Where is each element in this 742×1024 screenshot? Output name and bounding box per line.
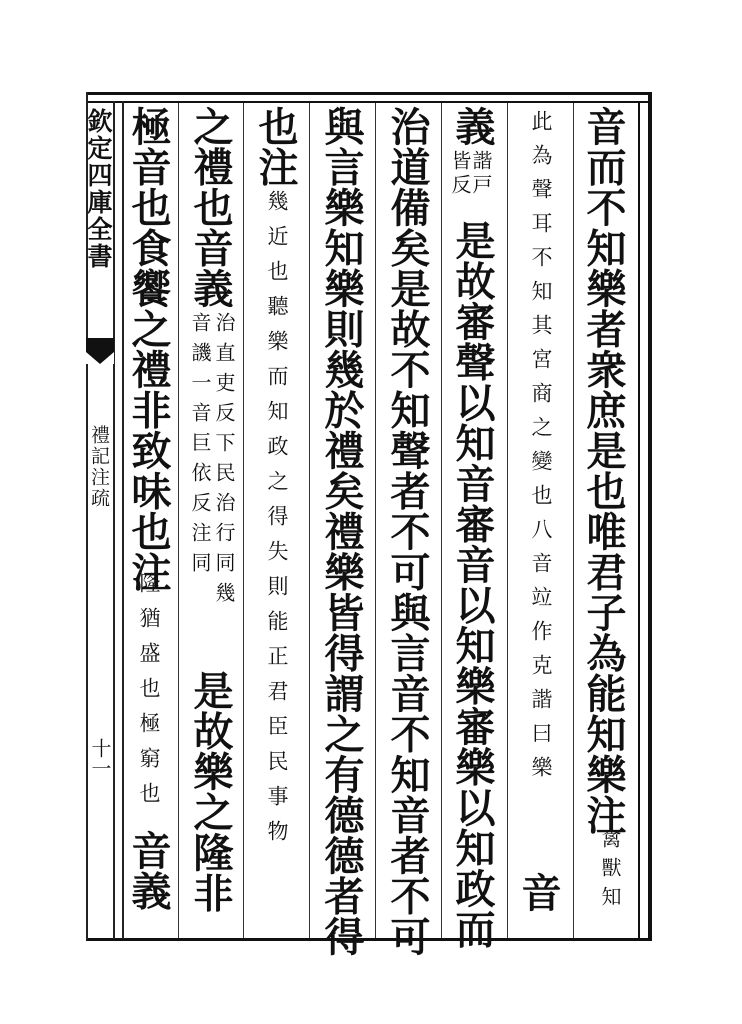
frame-bottom-border [86, 938, 652, 941]
frame-top-inner-border [86, 101, 652, 103]
text-column-7-note-left: 音譏一音巨依反注同 [188, 312, 212, 582]
margin-column-right-rule [122, 101, 124, 939]
text-column-6-main: 也注 [252, 106, 299, 187]
text-column-3-note-left: 皆反 [448, 150, 472, 198]
margin-page-number: 十一 [88, 738, 112, 778]
text-column-7-main: 是故樂之隆非 [187, 670, 234, 913]
column-divider [573, 103, 574, 938]
frame-top-border [86, 92, 652, 95]
text-column-7-note-right: 治直吏反下民治行同幾 [212, 312, 236, 612]
column-divider [178, 103, 179, 938]
text-column-8-main-start: 極音也食饗之禮非致味也注 [125, 106, 172, 592]
column-divider [507, 103, 508, 938]
text-column-8-note: 隆猶盛也極窮也 [137, 572, 161, 817]
text-column-3-note-right: 諧戸 [469, 150, 493, 198]
margin-book-title: 禮記注疏 [88, 425, 110, 509]
text-column-3-main-start: 義 [449, 106, 496, 147]
margin-book-series-title: 欽定四庫全書 [84, 108, 113, 270]
column-divider [243, 103, 244, 938]
text-column-4-main: 治道備矣是故不知聲者不可與言音不知音者不可 [384, 106, 431, 957]
fish-tail-ornament [86, 338, 114, 364]
text-column-6-note: 幾近也聽樂而知政之得失則能正君臣民事物 [265, 190, 289, 855]
text-column-8-main-end: 音義 [125, 830, 172, 911]
column-divider [441, 103, 442, 938]
text-column-1-main: 音而不知樂者衆庶是也唯君子為能知樂注 [580, 106, 627, 835]
frame-right-border [648, 92, 652, 940]
text-column-3-main: 是故審聲以知音審音以知樂審樂以知政而 [449, 220, 496, 949]
text-column-2-main: 音 [515, 872, 562, 913]
column-divider [309, 103, 310, 938]
margin-column-left-rule [113, 101, 115, 939]
text-column-2-note: 此為聲耳不知其宮商之變也八音竝作克諧曰樂 [529, 110, 553, 790]
text-column-7-main-start: 之禮也音義 [187, 106, 234, 309]
frame-right-inner-border [638, 101, 640, 939]
column-divider [375, 103, 376, 938]
text-column-5-main: 與言樂知樂則幾於禮矣禮樂皆得謂之有德德者得 [318, 106, 365, 957]
text-column-1-note: 禽獸知 [598, 828, 622, 915]
